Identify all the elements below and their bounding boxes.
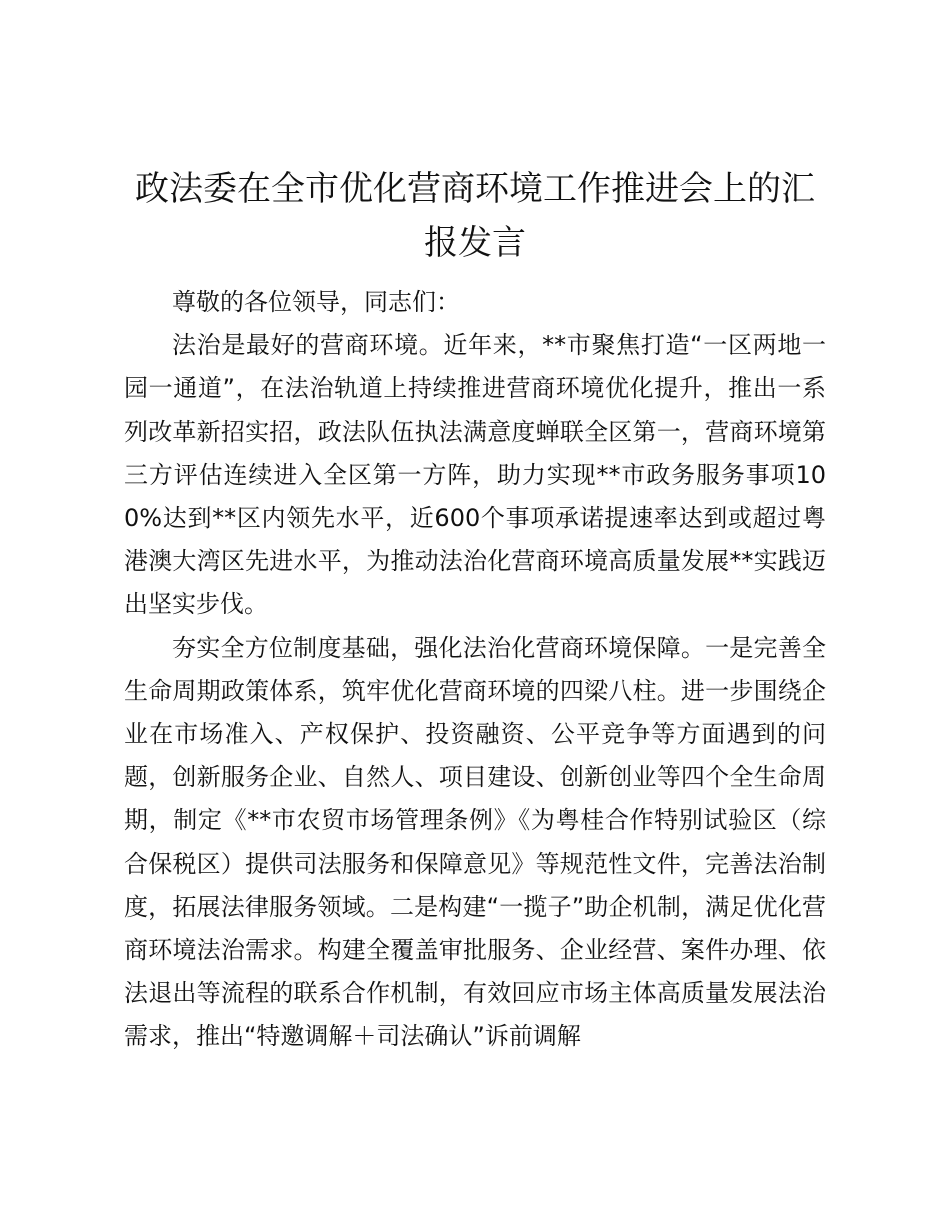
salutation: 尊敬的各位领导，同志们： (172, 288, 460, 316)
paragraph-intro: 法治是最好的营商环境。近年来，**市聚焦打造“一区两地一园一通道”，在法治轨道上持续推进营商环境优化提升，推出一系列改革新招实招，政法队伍执法满意度蝉联全区第一，营商环境第三方评估连续进入全区第一方阵，助力实现**市政务服务事项100%达到**区内领先水平，近600个事项承诺提速率达到或超过粤港澳大湾区先进水平，为推动法治化营商环境高质量发展**实践迈出坚实步伐。 (124, 331, 826, 619)
paragraph-foundation: 夯实全方位制度基础，强化法治化营商环境保障。一是完善全生命周期政策体系，筑牢优化营商环境的四梁八柱。进一步围绕企业在市场准入、产权保护、投资融资、公平竞争等方面遇到的问题，创新服务企业、自然人、项目建设、创新创业等四个全生命周期，制定《**市农贸市场管理条例》《为粤桂合作特别试验区（综合保税区）提供司法服务和保障意见》等规范性文件，完善法治制度，拓展法律服务领域。二是构建“一揽子”助企机制，满足优化营商环境法治需求。构建全覆盖审批服务、企业经营、案件办理、依法退出等流程的联系合作机制，有效回应市场主体高质量发展法治需求，推出“特邀调解＋司法确认”诉前调解 (124, 633, 826, 1051)
document-title: 政法委在全市优化营商环境工作推进会上的汇报发言 (135, 169, 815, 263)
document-page (124, 162, 826, 1059)
document-body (124, 281, 826, 1059)
